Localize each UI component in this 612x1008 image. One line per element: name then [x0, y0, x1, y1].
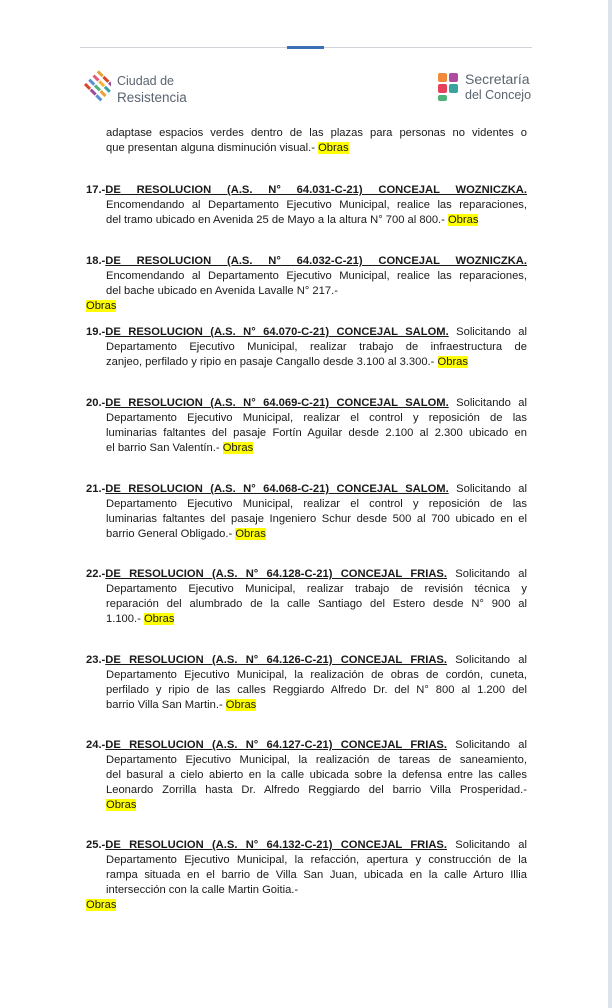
- item-heading-tail: Solicitando al: [455, 839, 528, 851]
- page-edge: [608, 0, 612, 1008]
- item-line: Departamento Ejecutivo Municipal, la realización de tareas de saneamiento,: [106, 754, 527, 766]
- item-heading: DE RESOLUCION (A.S. N° 64.068-C-21) CONCEJAL SALOM.: [105, 483, 449, 495]
- item-line: Departamento Ejecutivo Municipal, la refacción, apertura y construcción de la: [106, 854, 527, 866]
- resolution-item: [86, 325, 527, 370]
- item-line: luminarias faltantes del pasaje Fortín Aguilar desde 2.100 al 2.300 ubicado en: [106, 427, 527, 439]
- item-heading-tail: Solicitando al: [456, 483, 527, 495]
- category-tag: Obras: [225, 699, 257, 711]
- item-heading: DE RESOLUCION (A.S. N° 64.069-C-21) CONCEJAL SALOM.: [105, 397, 449, 409]
- item-line: del tramo ubicado en Avenida 25 de Mayo a la altura N° 700 al 800.-: [106, 214, 445, 226]
- logo-right-line2: del Concejo: [465, 88, 532, 102]
- resolution-item: [86, 183, 527, 228]
- item-heading-tail: Solicitando al: [455, 568, 528, 580]
- category-tag: Obras: [222, 442, 254, 454]
- item-line: intersección con la calle Martin Goitia.-: [106, 884, 299, 896]
- item-number: 17.-: [86, 184, 106, 196]
- item-line: zanjeo, perfilado y ripio en pasaje Cangallo desde 3.100 al 3.300.-: [106, 356, 435, 368]
- category-tag: Obras: [447, 214, 479, 226]
- item-heading: DE RESOLUCION (A.S. N° 64.070-C-21) CONCEJAL SALOM.: [105, 326, 449, 338]
- secretaria-logo-icon: [437, 72, 459, 102]
- header-rule-accent: [287, 46, 324, 49]
- item-line: del bache ubicado en Avenida Lavalle N° 217.-: [106, 285, 338, 297]
- item-line: Leonardo Zorrilla hasta Dr. Alfredo Reggiardo del barrio Villa Prosperidad.-: [106, 784, 527, 796]
- item-line: luminarias faltantes del pasaje Ingeniero Schur desde 500 al 700 ubicado en el: [106, 513, 527, 525]
- ciudad-resistencia-logo: [81, 70, 211, 112]
- item-heading: DE RESOLUCION (A.S. N° 64.126-C-21) CONCEJAL FRIAS.: [105, 654, 448, 666]
- item-line: 1.100.-: [106, 613, 141, 625]
- logo-right-line1: Secretaría: [465, 71, 530, 87]
- intro-paragraph: [86, 126, 527, 156]
- item-heading: DE RESOLUCION (A.S. N° 64.032-C-21) CONCEJAL WOZNICZKA.: [105, 255, 527, 267]
- category-tag: Obras: [86, 300, 117, 312]
- logo-left-line1: Ciudad de: [117, 74, 174, 88]
- item-number: 19.-: [86, 326, 106, 338]
- ciudad-logo-icon: [81, 70, 111, 110]
- item-heading: DE RESOLUCION (A.S. N° 64.128-C-21) CONCEJAL FRIAS.: [105, 568, 448, 580]
- item-line: del basural a cielo abierto en la calle ubicada sobre la defensa entre las calles: [106, 769, 527, 781]
- intro-line: adaptase espacios verdes dentro de las plazas para personas no videntes o: [106, 127, 527, 139]
- item-number: 25.-: [86, 839, 106, 851]
- item-line: reparación del alumbrado de la calle Santiago del Estero desde N° 900 al: [106, 598, 527, 610]
- item-number: 20.-: [86, 397, 106, 409]
- resolution-item: [86, 567, 527, 627]
- resolution-item: [86, 653, 527, 713]
- resolution-item: [86, 482, 527, 542]
- item-heading: DE RESOLUCION (A.S. N° 64.132-C-21) CONCEJAL FRIAS.: [105, 839, 448, 851]
- item-line: Encomendando al Departamento Ejecutivo Municipal, realice las reparaciones,: [106, 199, 527, 211]
- item-number: 23.-: [86, 654, 106, 666]
- item-line: Encomendando al Departamento Ejecutivo Municipal, realice las reparaciones,: [106, 270, 527, 282]
- item-line: Departamento Ejecutivo Municipal, realizar el control y reposición de las: [106, 412, 527, 424]
- item-line: rampa situada en el barrio de Villa San Juan, ubicada en la calle Arturo Illia: [106, 869, 527, 881]
- item-heading-tail: Solicitando al: [455, 739, 528, 751]
- item-number: 18.-: [86, 255, 106, 267]
- item-heading-tail: Solicitando al: [455, 654, 528, 666]
- category-tag: Obras: [143, 613, 175, 625]
- category-tag: Obras: [235, 528, 266, 540]
- resolution-item: [86, 396, 527, 456]
- item-number: 22.-: [86, 568, 106, 580]
- resolution-item: [86, 838, 527, 913]
- category-tag: Obras: [86, 899, 117, 911]
- item-line: Departamento Ejecutivo Municipal, realizar trabajo de revisión técnica y: [106, 583, 527, 595]
- item-heading: DE RESOLUCION (A.S. N° 64.031-C-21) CONCEJAL WOZNICZKA.: [105, 184, 527, 196]
- secretaria-concejo-logo: [437, 71, 537, 107]
- item-line: Departamento Ejecutivo Municipal, realizar trabajo de infraestructura de: [106, 341, 527, 353]
- item-heading: DE RESOLUCION (A.S. N° 64.127-C-21) CONCEJAL FRIAS.: [105, 739, 448, 751]
- intro-line: que presentan alguna disminución visual.-: [106, 142, 315, 154]
- item-line: barrio General Obligado.-: [106, 528, 233, 540]
- item-line: el barrio San Valentín.-: [106, 442, 220, 454]
- resolution-item: [86, 254, 527, 314]
- item-line: Departamento Ejecutivo Municipal, la realización de obras de cordón, cuneta,: [106, 669, 527, 681]
- resolution-item: [86, 738, 527, 813]
- item-line: perfilado y ripio de las calles Reggiardo Alfredo Dr. del N° 800 al 1.200 del: [106, 684, 527, 696]
- logo-left-line2: Resistencia: [117, 90, 187, 105]
- category-tag: Obras: [437, 356, 468, 368]
- category-tag: Obras: [106, 799, 137, 811]
- category-tag: Obras: [318, 142, 349, 154]
- item-line: Departamento Ejecutivo Municipal, realizar el control y reposición de las: [106, 498, 527, 510]
- item-line: barrio Villa San Martin.-: [106, 699, 223, 711]
- item-heading-tail: Solicitando al: [456, 326, 527, 338]
- item-heading-tail: Solicitando al: [456, 397, 527, 409]
- item-number: 24.-: [86, 739, 106, 751]
- item-number: 21.-: [86, 483, 106, 495]
